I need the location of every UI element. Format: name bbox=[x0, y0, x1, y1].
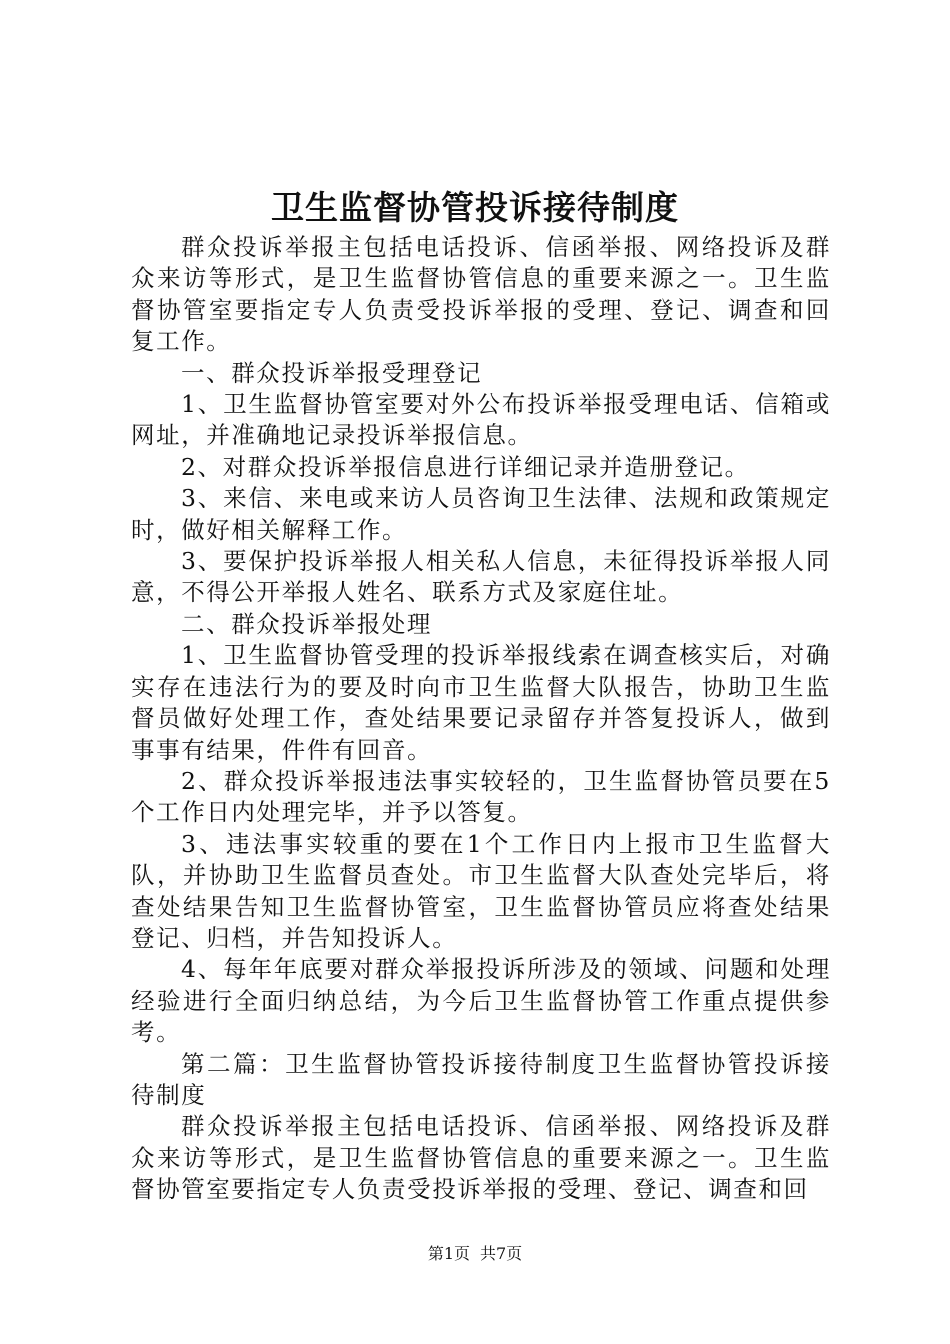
paragraph-item: 4、每年年底要对群众举报投诉所涉及的领域、问题和处理经验进行全面归纳总结，为今后卫生监督协管工作重点提供参考。 bbox=[131, 955, 831, 1047]
document-body bbox=[131, 232, 831, 1206]
paragraph-item: 2、群众投诉举报违法事实较轻的，卫生监督协管员要在5个工作日内处理完毕，并予以答复。 bbox=[131, 766, 831, 827]
paragraph-intro-2: 群众投诉举报主包括电话投诉、信函举报、网络投诉及群众来访等形式，是卫生监督协管信息的重要来源之一。卫生监督协管室要指定专人负责受投诉举报的受理、登记、调查和回 bbox=[131, 1112, 831, 1204]
chapter-heading-2: 第二篇：卫生监督协管投诉接待制度卫生监督协管投诉接待制度 bbox=[131, 1049, 831, 1109]
paragraph-item: 1、卫生监督协管室要对外公布投诉举报受理电话、信箱或网址，并准确地记录投诉举报信息。 bbox=[131, 390, 831, 450]
section-heading-1: 一、群众投诉举报受理登记 bbox=[181, 358, 483, 387]
paragraph-item: 2、对群众投诉举报信息进行详细记录并造册登记。 bbox=[181, 452, 750, 481]
paragraph-item: 3、来信、来电或来访人员咨询卫生法律、法规和政策规定时，做好相关解释工作。 bbox=[131, 484, 831, 544]
paragraph-item: 1、卫生监督协管受理的投诉举报线索在调查核实后，对确实存在违法行为的要及时向市卫生监督大队报告，协助卫生监督员做好处理工作，查处结果要记录留存并答复投诉人，做到事事有结果，件件有回音。 bbox=[131, 641, 831, 764]
page-footer bbox=[0, 1243, 950, 1265]
document-title: 卫生监督协管投诉接待制度 bbox=[271, 188, 679, 227]
page-total: 共7页 bbox=[480, 1244, 523, 1263]
section-heading-2: 二、群众投诉举报处理 bbox=[181, 609, 432, 638]
paragraph-item: 3、要保护投诉举报人相关私人信息，未征得投诉举报人同意，不得公开举报人姓名、联系方式及家庭住址。 bbox=[131, 547, 831, 607]
paragraph-item: 3、违法事实较重的要在1个工作日内上报市卫生监督大队，并协助卫生监督员查处。市卫生监督大队查处完毕后，将查处结果告知卫生监督协管室，卫生监督协管员应将查处结果登记、归档，并告知投诉人。 bbox=[131, 829, 831, 952]
paragraph-intro: 群众投诉举报主包括电话投诉、信函举报、网络投诉及群众来访等形式，是卫生监督协管信息的重要来源之一。卫生监督协管室要指定专人负责受投诉举报的受理、登记、调查和回复工作。 bbox=[131, 233, 831, 356]
page-number: 第1页 bbox=[427, 1244, 470, 1263]
